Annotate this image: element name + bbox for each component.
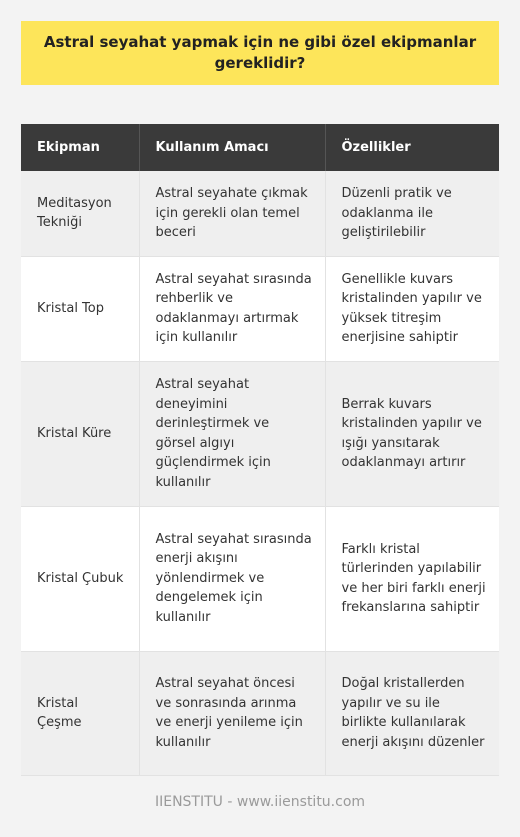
table-row [21,651,499,775]
cell-equipment: Kristal Top [21,256,139,361]
cell-equipment: Kristal Çeşme [21,651,139,775]
cell-purpose: Astral seyahat deneyimini derinleştirmek ve görsel algıyı güçlendirmek için kullanılır [139,361,325,506]
cell-purpose: Astral seyahat öncesi ve sonrasında arınma ve enerji yenileme için kullanılır [139,651,325,775]
table-row [21,171,499,256]
title-banner [21,21,499,85]
cell-features: Berrak kuvars kristalinden yapılır ve ışığı yansıtarak odaklanmayı artırır [325,361,499,506]
cell-equipment: Kristal Çubuk [21,506,139,651]
cell-purpose: Astral seyahat sırasında rehberlik ve odaklanmayı artırmak için kullanılır [139,256,325,361]
table-row [21,361,499,506]
cell-features: Doğal kristallerden yapılır ve su ile birlikte kullanılarak enerji akışını düzenler [325,651,499,775]
table-header-row [21,124,499,171]
cell-equipment: Kristal Küre [21,361,139,506]
cell-purpose: Astral seyahat sırasında enerji akışını yönlendirmek ve dengelemek için kullanılır [139,506,325,651]
cell-equipment: Meditasyon Tekniği [21,171,139,256]
cell-features: Farklı kristal türlerinden yapılabilir ve her biri farklı enerji frekanslarına sahiptir [325,506,499,651]
cell-features: Düzenli pratik ve odaklanma ile geliştirilebilir [325,171,499,256]
table-row [21,506,499,651]
header-features: Özellikler [325,124,499,171]
footer-credit: IIENSTITU - www.iienstitu.com [154,794,366,810]
header-equipment: Ekipman [21,124,139,171]
cell-features: Genellikle kuvars kristalinden yapılır ve yüksek titreşim enerjisine sahiptir [325,256,499,361]
cell-purpose: Astral seyahate çıkmak için gerekli olan temel beceri [139,171,325,256]
equipment-table [21,124,499,776]
page-title: Astral seyahat yapmak için ne gibi özel ekipmanlar gereklidir? [43,33,477,72]
header-purpose: Kullanım Amacı [139,124,325,171]
table-row [21,256,499,361]
